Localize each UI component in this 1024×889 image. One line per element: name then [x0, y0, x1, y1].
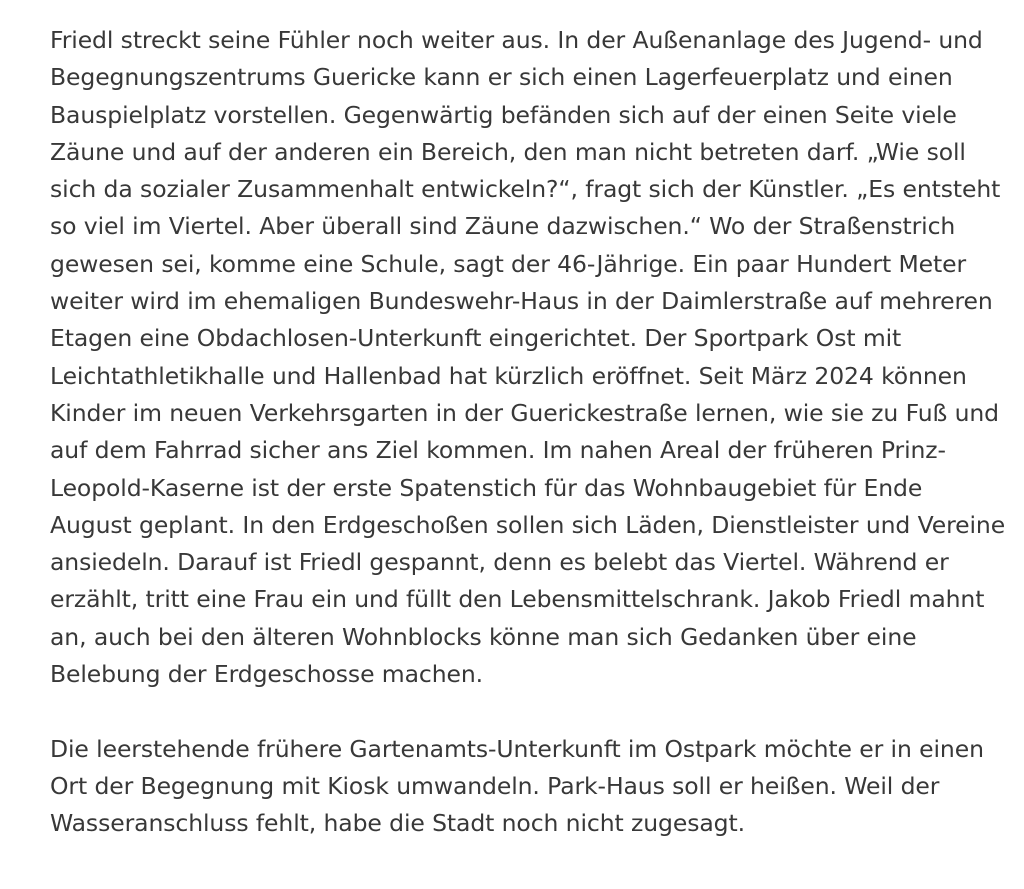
- text-line: auf dem Fahrrad sicher ans Ziel kommen. Im nahen Areal der früheren Prinz-: [50, 436, 946, 465]
- text-line: August geplant. In den Erdgeschoßen sollen sich Läden, Dienstleister und Vereine: [50, 510, 1006, 539]
- article-body: [50, 22, 1006, 843]
- text-line: Friedl streckt seine Fühler noch weiter aus. In der Außenanlage des Jugend- und: [50, 26, 983, 54]
- text-line: Ort der Begegnung mit Kiosk umwandeln. Park-Haus soll er heißen. Weil der: [50, 771, 940, 800]
- text-line: Bauspielplatz vorstellen. Gegenwärtig befänden sich auf der einen Seite viele: [50, 100, 957, 129]
- text-line: ansiedeln. Darauf ist Friedl gespannt, denn es belebt das Viertel. Während er: [50, 548, 949, 577]
- text-line: Kinder im neuen Verkehrsgarten in der Guerickestraße lernen, wie sie zu Fuß und: [50, 398, 999, 427]
- text-line: Belebung der Erdgeschosse machen.: [50, 660, 484, 689]
- text-line: so viel im Viertel. Aber überall sind Zäune dazwischen.“ Wo der Straßenstrich: [50, 212, 956, 241]
- text-line: Wasseranschluss fehlt, habe die Stadt noch nicht zugesagt.: [50, 809, 745, 838]
- text-line: sich da sozialer Zusammenhalt entwickeln?“, fragt sich der Künstler. „Es entsteht: [50, 175, 1001, 204]
- paragraph-spacer: [50, 693, 980, 730]
- paragraph-1: [50, 22, 1006, 693]
- text-line: Leichtathletikhalle und Hallenbad hat kürzlich eröffnet. Seit März 2024 können: [50, 361, 967, 390]
- text-line: Leopold-Kaserne ist der erste Spatenstich für das Wohnbaugebiet für Ende: [50, 473, 923, 502]
- text-line: Die leerstehende frühere Gartenamts-Unterkunft im Ostpark möchte er in einen: [50, 734, 984, 763]
- text-line: erzählt, tritt eine Frau ein und füllt den Lebensmittelschrank. Jakob Friedl mahnt: [50, 585, 985, 614]
- text-line: Etagen eine Obdachlosen-Unterkunft eingerichtet. Der Sportpark Ost mit: [50, 324, 902, 353]
- text-line: weiter wird im ehemaligen Bundeswehr-Haus in der Daimlerstraße auf mehreren: [50, 287, 993, 316]
- text-line: Zäune und auf der anderen ein Bereich, den man nicht betreten darf. „Wie soll: [50, 137, 966, 166]
- paragraph-2: [50, 731, 984, 843]
- text-line: an, auch bei den älteren Wohnblocks könne man sich Gedanken über eine: [50, 622, 917, 651]
- text-line: gewesen sei, komme eine Schule, sagt der 46-Jährige. Ein paar Hundert Meter: [50, 249, 967, 278]
- text-line: Begegnungszentrums Guericke kann er sich einen Lagerfeuerplatz und einen: [50, 63, 953, 92]
